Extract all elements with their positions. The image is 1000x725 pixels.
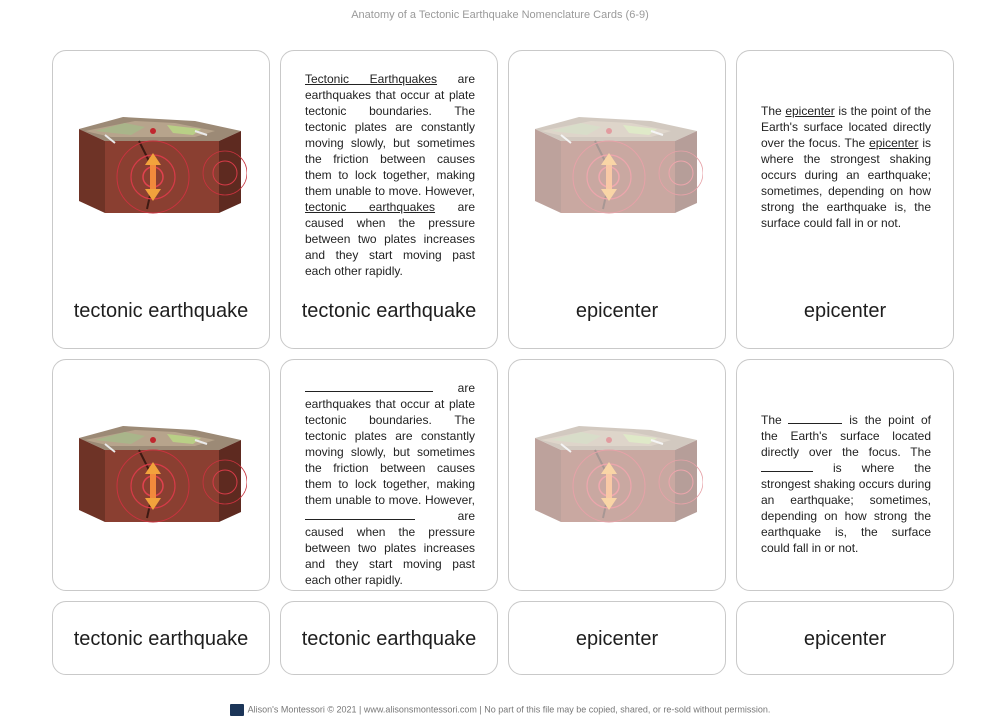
- definition-part: The: [761, 104, 786, 118]
- footer-text: Alison's Montessori © 2021 | www.alisonsmontessori.com | No part of this file may be copied, shared, or re-sold without permission.: [247, 704, 771, 715]
- definition-part: are caused when the pressure between two plates increases and they start moving past each other rapidly.: [305, 509, 475, 587]
- definition-part: The: [761, 413, 789, 427]
- footer: [0, 704, 1000, 716]
- card-label: epicenter: [575, 628, 659, 650]
- epicenter-illustration: [531, 422, 703, 528]
- blank-line: [305, 381, 433, 392]
- label-card-epicenter: [736, 601, 954, 675]
- definition-part: is the point of the Earth's surface located directly over the focus. The: [761, 104, 931, 150]
- card-label: epicenter: [575, 300, 659, 322]
- blank-line: [761, 461, 813, 472]
- card-label: tectonic earthquake: [301, 300, 477, 322]
- definition-text: [761, 103, 931, 231]
- definition-text: [761, 412, 931, 556]
- card-label: epicenter: [803, 300, 887, 322]
- tectonic-earthquake-illustration: [75, 422, 247, 528]
- blank-line: [305, 509, 415, 520]
- picture-card-tectonic: [52, 50, 270, 349]
- card-label: epicenter: [803, 628, 887, 650]
- label-card-tectonic: [280, 601, 498, 675]
- term: epicenter: [785, 104, 835, 118]
- montessori-logo-icon: [230, 704, 244, 716]
- term: epicenter: [869, 136, 919, 150]
- definition-part: is where the strongest shaking occurs during an earthquake; sometimes, depending on how strong the earthquake is, the surface could fall in or not.: [761, 136, 932, 230]
- card-label: tectonic earthquake: [73, 628, 249, 650]
- definition-part: are caused when the pressure between two plates increases and they start moving past each other rapidly.: [305, 200, 475, 278]
- definition-part: are earthquakes that occur at plate tectonic boundaries. The tectonic plates are constantly moving slowly, but sometimes the friction between causes them to lock together, making them unable to move. However,: [305, 72, 475, 198]
- page-title: Anatomy of a Tectonic Earthquake Nomenclature Cards (6-9): [351, 9, 649, 21]
- label-card-tectonic: [52, 601, 270, 675]
- definition-part: is where the strongest shaking occurs during an earthquake; sometimes, depending on how strong the earthquake is, the surface could fall in or not.: [761, 461, 931, 555]
- definition-text: [305, 71, 475, 279]
- definition-card-epicenter: [736, 50, 954, 349]
- definition-part: are earthquakes that occur at plate tectonic boundaries. The tectonic plates are constantly moving slowly, but sometimes the friction between causes them to lock together, making them unable to move. However,: [305, 381, 475, 507]
- tectonic-earthquake-illustration: [75, 113, 247, 219]
- card-label: tectonic earthquake: [301, 628, 477, 650]
- blank-definition-card-epicenter: [736, 359, 954, 591]
- term: tectonic earthquakes: [305, 200, 436, 214]
- definition-part: is the point of the Earth's surface located directly over the focus. The: [761, 413, 931, 459]
- card-label: tectonic earthquake: [73, 300, 249, 322]
- blank-line: [788, 413, 842, 424]
- epicenter-illustration: [531, 113, 703, 219]
- label-card-epicenter: [508, 601, 726, 675]
- control-picture-card-epicenter: [508, 359, 726, 591]
- picture-card-epicenter: [508, 50, 726, 349]
- control-picture-card-tectonic: [52, 359, 270, 591]
- definition-text: [305, 380, 475, 588]
- definition-card-tectonic: [280, 50, 498, 349]
- blank-definition-card-tectonic: [280, 359, 498, 591]
- term: Tectonic Earthquakes: [305, 72, 438, 86]
